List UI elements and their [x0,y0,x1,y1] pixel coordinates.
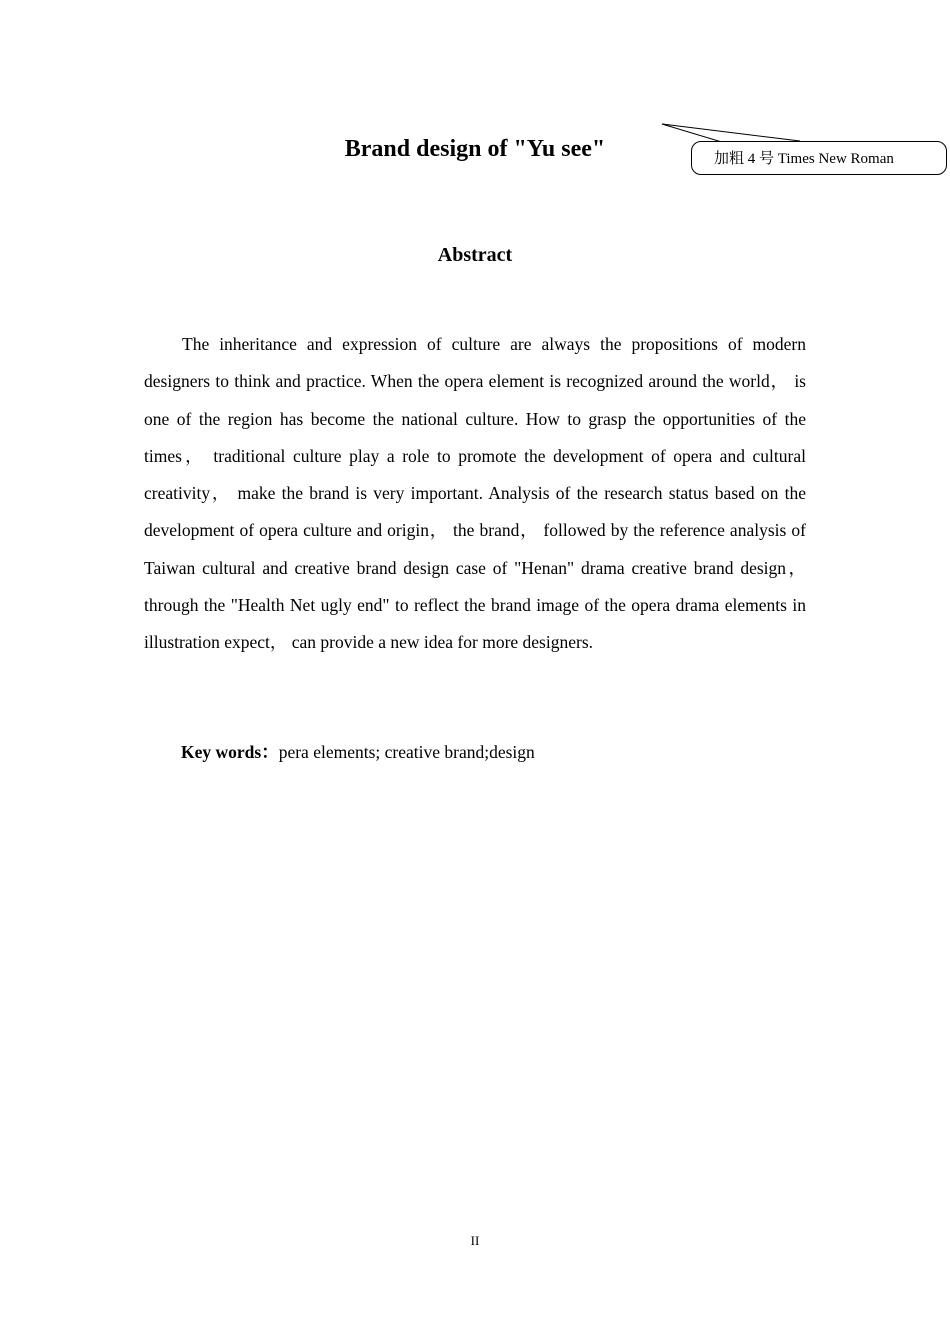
keywords-value: pera elements; creative brand;design [278,742,535,762]
page-number: II [470,1233,480,1248]
document-title: Brand design of "Yu see" [344,136,606,162]
abstract-heading: Abstract [437,244,513,266]
keywords-line [181,737,535,767]
abstract-paragraph: The inheritance and expression of culture are always the propositions of modern designers to think and practice. When the opera element is recognized around the world， is one of the region has become the national culture. How to grasp the opportunities of the times， traditional culture play a role to promote the development of opera and cultural creativity， make the brand is very important. Analysis of the research status based on the development of opera culture and origin， the brand， followed by the reference analysis of Taiwan cultural and creative brand design case of "Henan" drama creative brand design，through the "Health Net ugly end" to reflect the brand image of the opera drama elements in illustration expect， can provide a new idea for more designers. [144,334,806,653]
keywords-label: Key words： [181,742,279,762]
format-comment-callout: 加粗 4 号 Times New Roman [691,141,947,175]
